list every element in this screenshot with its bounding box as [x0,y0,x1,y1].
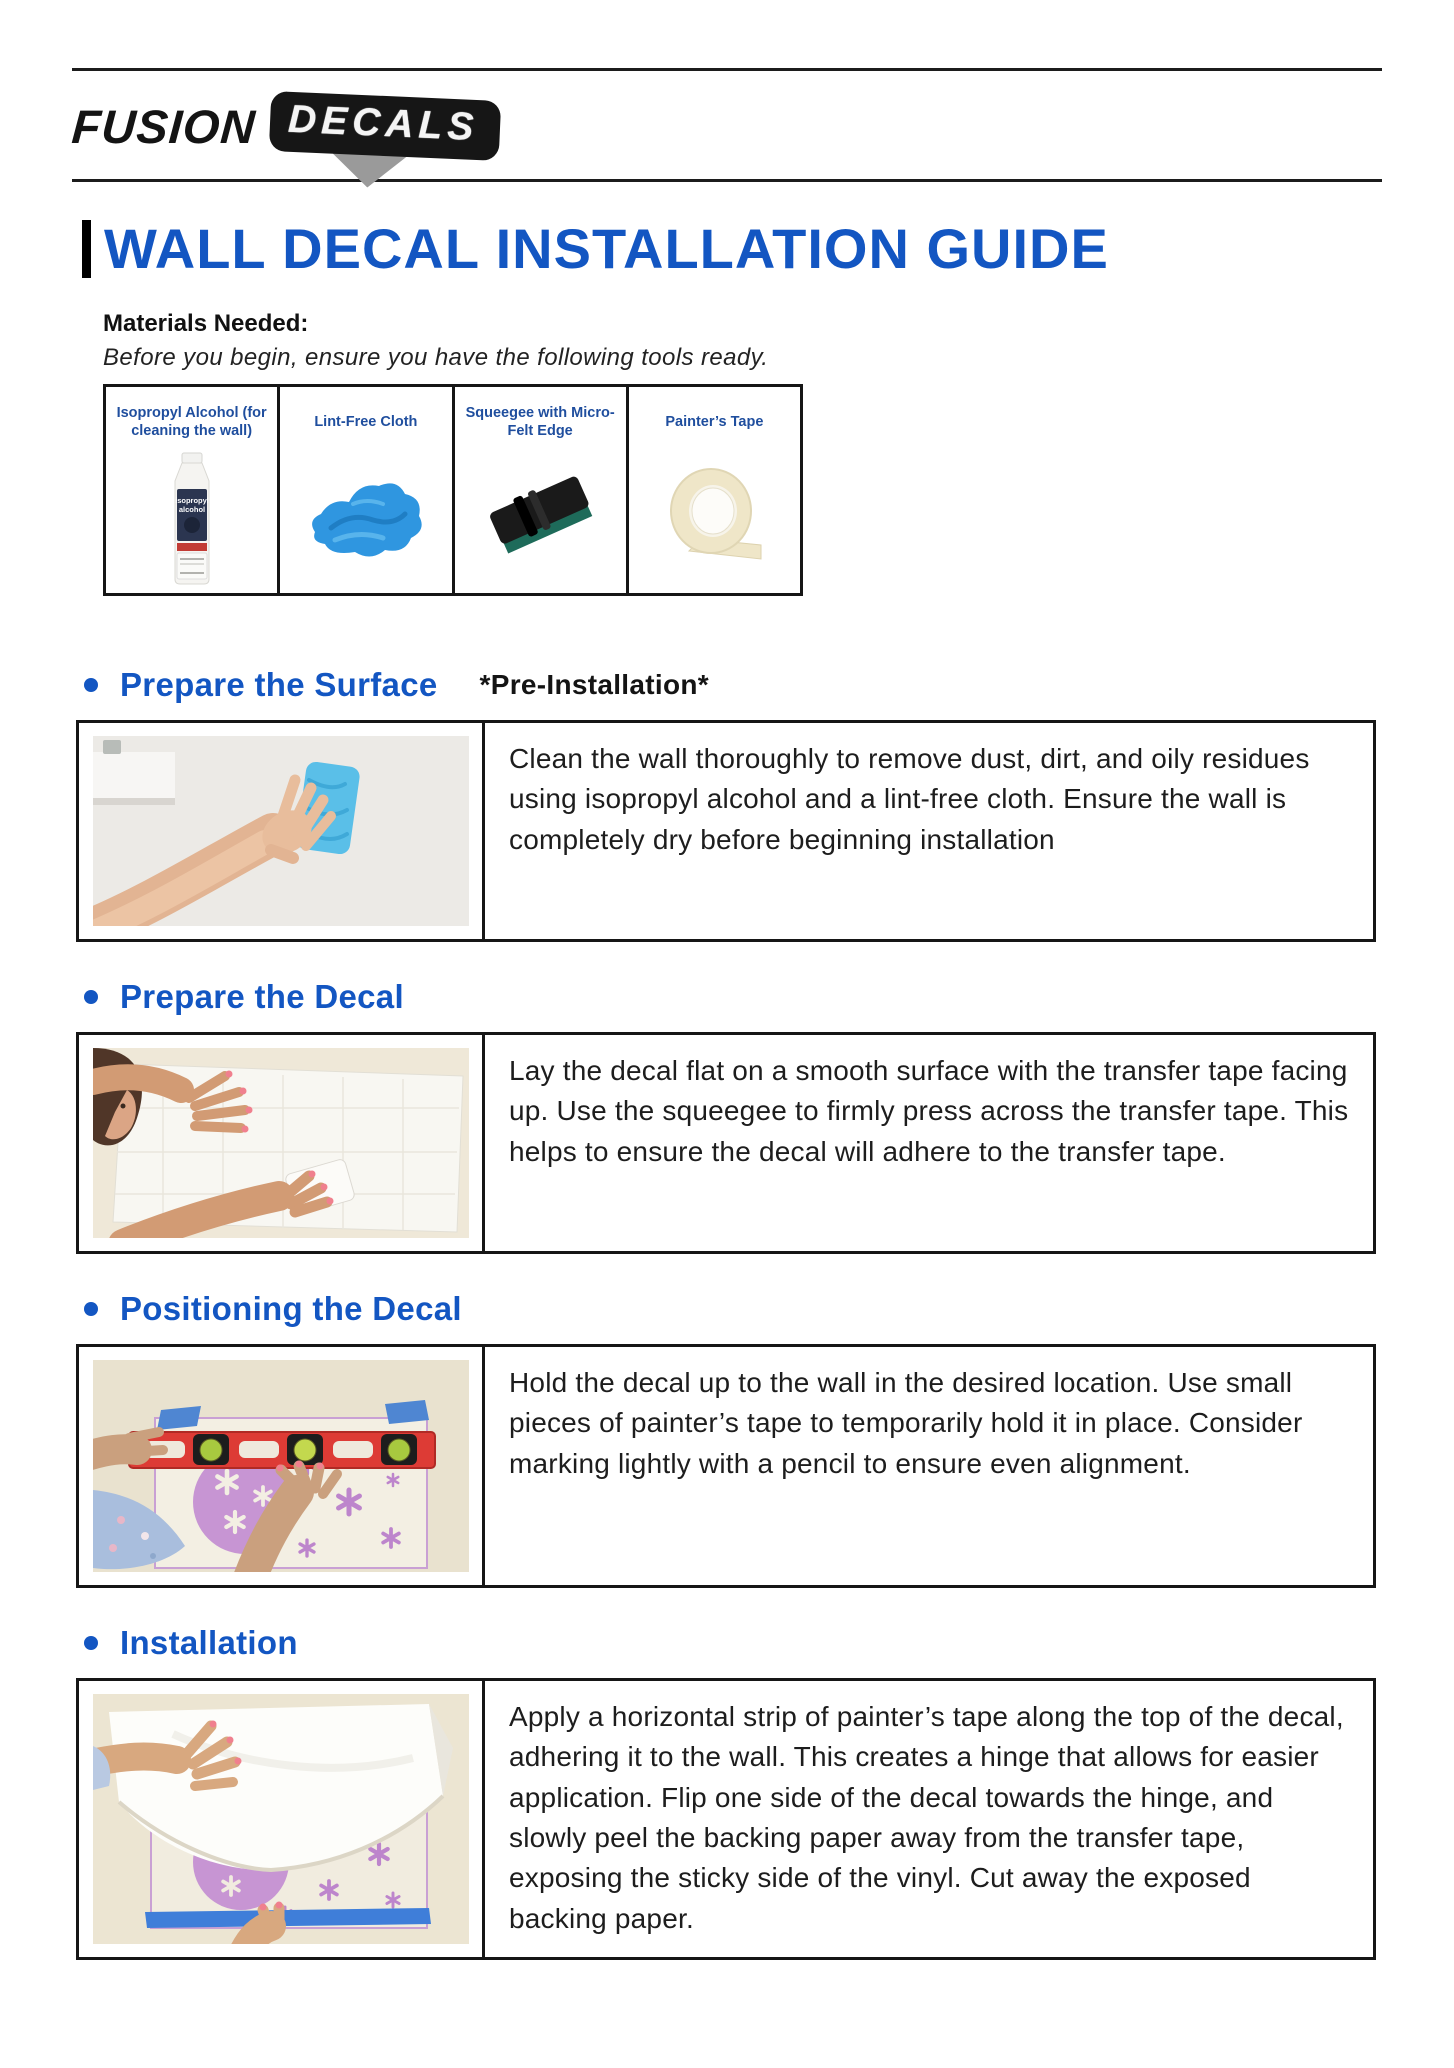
section-heading-prepare-surface [84,666,1382,704]
bullet-icon [84,1302,98,1316]
step-photo-hand-wiping-wall [79,723,485,939]
painters-tape-roll-icon [635,451,794,585]
top-divider [72,68,1382,71]
section-title: Installation [120,1624,298,1661]
isopropyl-alcohol-bottle-icon [112,451,271,587]
squeegee-icon [461,451,620,585]
material-cell-lint-free-cloth [280,387,454,593]
bottle-label-line1: isopropyl [174,496,209,505]
title-accent-bar [82,220,91,278]
materials-table [103,384,803,596]
bottle-label-line2: alcohol [178,505,205,514]
spirit-level [129,1432,435,1468]
brand-logo [72,83,1382,169]
title-block [82,217,1382,280]
logo-decals-badge [270,96,500,156]
bullet-icon [84,990,98,1004]
section-heading-installation [84,1624,1382,1662]
step-row-prepare-surface [76,720,1376,942]
logo-decals-text: DECALS [268,91,501,161]
step-row-positioning-decal [76,1344,1376,1588]
materials-heading: Materials Needed: [103,310,309,337]
step-text: Apply a horizontal strip of painter’s tape along the top of the decal, adhering it to the wall. This creates a hinge that allows for easier application. Flip one side of the decal towards the hinge, and slowly peel the backing paper away from the transfer tape, exposing the sticky side of the vinyl. Cut away the exposed backing paper. [509,1701,1344,1934]
logo-fusion-text: FUSION [70,99,258,153]
section-title: Prepare the Decal [120,978,404,1015]
lint-free-cloth-icon [286,451,445,585]
step-row-prepare-decal [76,1032,1376,1254]
step-text: Clean the wall thoroughly to remove dust, dirt, and oily residues using isopropyl alcohol and a lint-free cloth. Ensure the wall is completely dry before beginning installation [509,743,1310,855]
step-photo-leveling-decal [79,1347,485,1585]
step-photo-pressing-decal [79,1035,485,1251]
step-row-installation [76,1678,1376,1960]
material-label: Isopropyl Alcohol (for cleaning the wall) [116,404,267,439]
section-title: Positioning the Decal [120,1290,462,1327]
bullet-icon [84,678,98,692]
page-title: WALL DECAL INSTALLATION GUIDE [104,217,1109,280]
material-cell-squeegee [455,387,629,593]
section-heading-positioning-decal [84,1290,1382,1328]
material-cell-isopropyl-alcohol [106,387,280,593]
section-title: Prepare the Surface [120,666,438,703]
material-label: Squeegee with Micro-Felt Edge [465,404,615,439]
material-label: Painter’s Tape [665,413,764,430]
materials-intro: Before you begin, ensure you have the following tools ready. [103,344,769,371]
step-text: Hold the decal up to the wall in the desired location. Use small pieces of painter’s tape to temporarily hold it in place. Consider marking lightly with a pencil to ensure even alignment. [509,1367,1303,1479]
step-photo-peeling-backing [79,1681,485,1957]
step-text: Lay the decal flat on a smooth surface with the transfer tape facing up. Use the squeegee to firmly press across the transfer tape. This helps to ensure the decal will adhere to the transfer tape. [509,1055,1349,1167]
bullet-icon [84,1636,98,1650]
logo-divider [72,179,1382,182]
page [0,68,1454,1960]
material-cell-painters-tape [629,387,800,593]
section-heading-prepare-decal [84,978,1382,1016]
pre-installation-note: *Pre-Installation* [479,669,709,700]
material-label: Lint-Free Cloth [314,413,418,430]
